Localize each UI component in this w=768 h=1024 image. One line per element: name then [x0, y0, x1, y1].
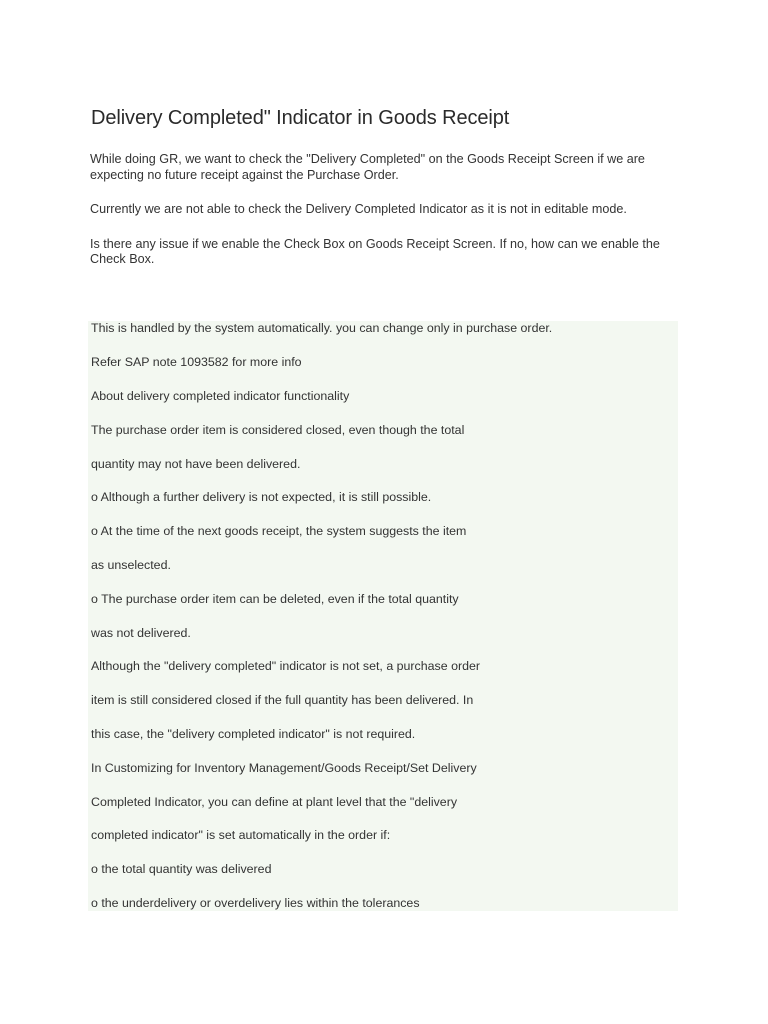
question-section: [90, 152, 680, 287]
answer-line: In Customizing for Inventory Management/Goods Receipt/Set Delivery: [91, 761, 477, 775]
answer-line: Refer SAP note 1093582 for more info: [91, 355, 302, 369]
answer-line: completed indicator" is set automatically in the order if:: [91, 828, 391, 842]
answer-line: as unselected.: [91, 558, 171, 572]
answer-line: quantity may not have been delivered.: [91, 457, 301, 471]
answer-line: this case, the "delivery completed indicator" is not required.: [91, 727, 416, 741]
answer-line: Although the "delivery completed" indicator is not set, a purchase order: [91, 659, 480, 673]
answer-line: o the total quantity was delivered: [91, 862, 272, 876]
question-paragraph: Currently we are not able to check the Delivery Completed Indicator as it is not in editable mode.: [90, 202, 627, 216]
page-title: Delivery Completed" Indicator in Goods Receipt: [91, 107, 510, 129]
answer-line: About delivery completed indicator functionality: [91, 389, 350, 403]
answer-line: The purchase order item is considered closed, even though the total: [91, 423, 465, 437]
answer-line: o Although a further delivery is not expected, it is still possible.: [91, 490, 432, 504]
answer-line: Completed Indicator, you can define at plant level that the "delivery: [91, 795, 458, 809]
answer-line: o At the time of the next goods receipt, the system suggests the item: [91, 524, 467, 538]
question-paragraph: While doing GR, we want to check the "Delivery Completed" on the Goods Receipt Screen if we are expecting no future receipt against the Purchase Order.: [90, 152, 645, 182]
answer-line: was not delivered.: [91, 626, 191, 640]
answer-section: [88, 321, 678, 911]
question-paragraph: Is there any issue if we enable the Check Box on Goods Receipt Screen. If no, how can we enable the Check Box.: [90, 236, 660, 266]
answer-line: item is still considered closed if the full quantity has been delivered. In: [91, 693, 474, 707]
answer-line: This is handled by the system automatically. you can change only in purchase order.: [91, 321, 553, 335]
answer-line: o The purchase order item can be deleted, even if the total quantity: [91, 592, 459, 606]
answer-line: o the underdelivery or overdelivery lies within the tolerances: [91, 896, 420, 910]
